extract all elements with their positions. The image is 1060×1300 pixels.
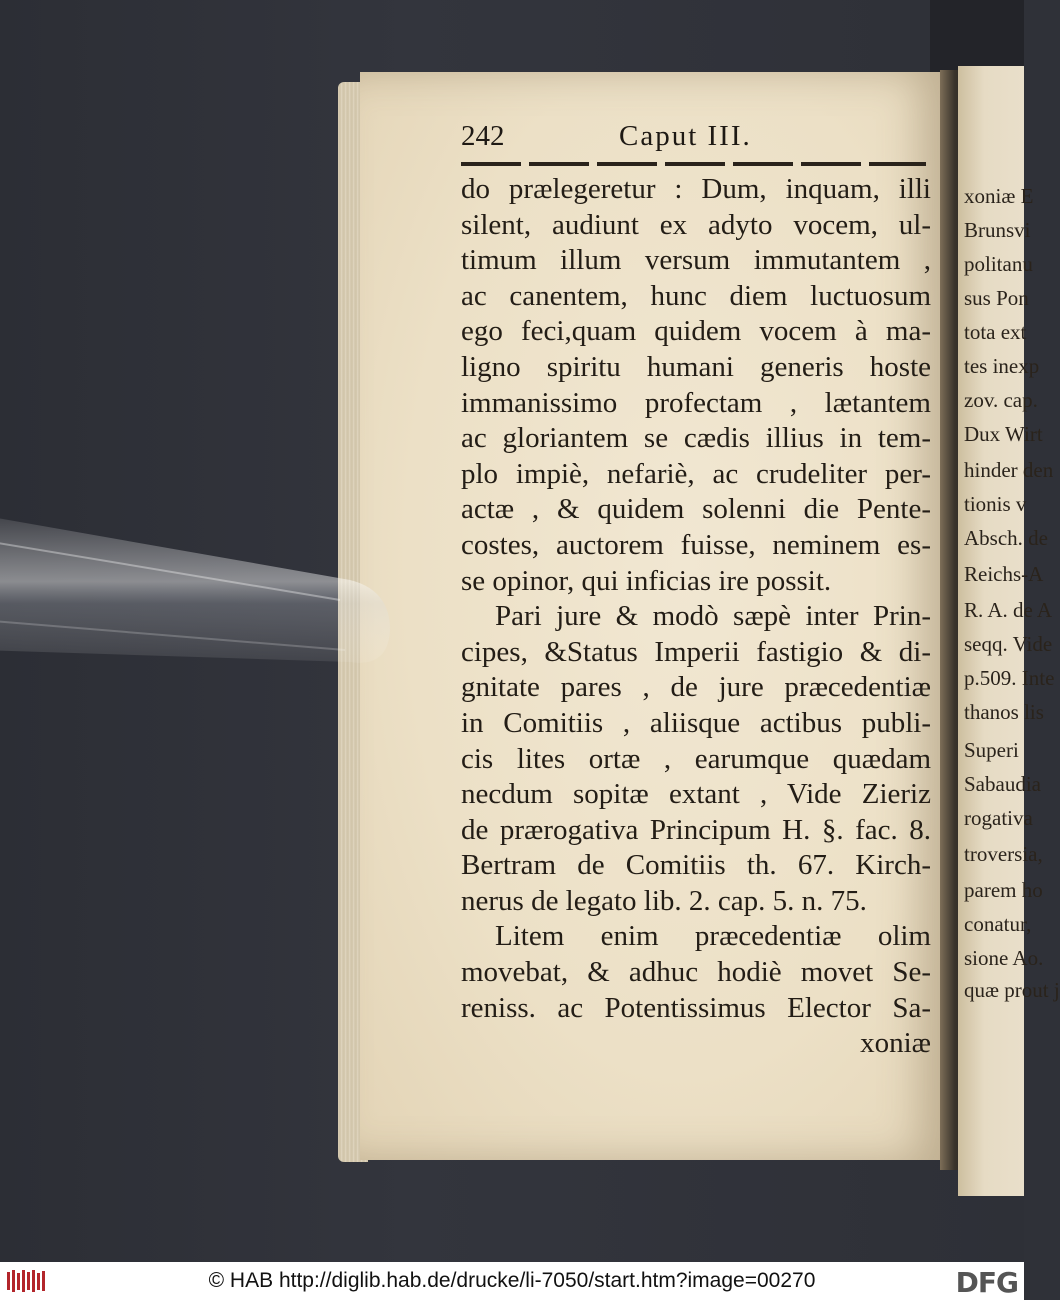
page-number: 242 [461, 120, 505, 152]
facing-page-line: Sabaudia [964, 772, 1041, 796]
header-rule [461, 162, 926, 166]
facing-page-line: conatur, [964, 912, 1032, 936]
text-line: movebat, & adhuc hodiè movet Se- [461, 956, 931, 989]
text-line: ego feci,quam quidem vocem à ma- [461, 315, 931, 348]
facing-page-line: parem ho [964, 878, 1043, 902]
dfg-logo: DFG [955, 1266, 1018, 1299]
facing-page-line: politanu [964, 252, 1033, 276]
footer-bar [0, 1262, 1024, 1300]
facing-page-line: quæ prout j [964, 978, 1060, 1002]
text-line: actæ , & quidem solenni die Pente- [461, 493, 931, 526]
text-line: de prærogativa Principum H. §. fac. 8. [461, 813, 931, 846]
text-line: ligno spiritu humani generis hoste [461, 350, 931, 383]
facing-page-line: Brunsvi [964, 218, 1031, 242]
text-line: Pari jure & modò sæpè inter Prin- [495, 600, 931, 633]
text-line: ac canentem, hunc diem luctuosum [461, 279, 931, 312]
facing-page-line: sione Ao. [964, 946, 1044, 970]
facing-page-line: hinder den [964, 458, 1054, 482]
text-line: gnitate pares , de jure præcedentiæ [461, 671, 931, 704]
text-line: se opinor, qui inficias ire possit. [461, 564, 832, 597]
facing-page-line: Reichs-A [964, 562, 1044, 586]
facing-page-line: xoniæ E [964, 184, 1034, 208]
catchword: xoniæ [860, 1027, 931, 1060]
text-line: cipes, &Status Imperii fastigio & di- [461, 635, 931, 668]
facing-page-line: p.509. Inte [964, 666, 1055, 690]
facing-page-line: tota ext [964, 320, 1027, 344]
facing-page-line: Absch. de [964, 526, 1048, 550]
text-line: cis lites ortæ , earumque quædam [461, 742, 931, 775]
text-line: ac gloriantem se cædis illius in tem- [461, 422, 931, 455]
facing-page-line: troversia, [964, 842, 1043, 866]
facing-page-line: thanos lis [964, 700, 1044, 724]
text-line: costes, auctorem fuisse, neminem es- [461, 528, 931, 561]
facing-page-line: tes inexp [964, 354, 1040, 378]
text-line: in Comitiis , aliisque actibus publi- [461, 706, 931, 739]
facing-page-line: tionis v [964, 492, 1027, 516]
facing-page-line: sus Pon [964, 286, 1029, 310]
text-line: timum illum versum immutantem , [461, 244, 931, 277]
running-head [461, 120, 931, 164]
facing-page-line: R. A. de A [964, 598, 1053, 622]
text-line: Litem enim præcedentiæ olim [495, 920, 931, 953]
facing-page-line: seqq. Vide [964, 632, 1053, 656]
chapter-title: Caput III. [619, 120, 752, 152]
facing-page-line: Superi [964, 738, 1019, 762]
text-line: reniss. ac Potentissimus Elector Sa- [461, 991, 931, 1024]
facing-page-line: Dux Wirt [964, 422, 1043, 446]
text-line: silent, audiunt ex adyto vocem, ul- [461, 208, 931, 241]
text-line: immanissimo profectam , lætantem [461, 386, 931, 419]
text-line: nerus de legato lib. 2. cap. 5. n. 75. [461, 884, 867, 917]
text-line: Bertram de Comitiis th. 67. Kirch- [461, 849, 931, 882]
text-line: plo impiè, nefariè, ac crudeliter per- [461, 457, 931, 490]
facing-page-line: rogativa [964, 806, 1033, 830]
copyright-link[interactable]: © HAB http://diglib.hab.de/drucke/li-7050/start.htm?image=00270 [208, 1269, 816, 1292]
book-page-right [958, 66, 1060, 1196]
text-line: do prælegeretur : Dum, inquam, illi [461, 173, 931, 205]
text-line: necdum sopitæ extant , Vide Zieriz [461, 778, 931, 811]
page-body-text [461, 172, 931, 1062]
facing-page-line: zov. cap. [964, 388, 1038, 412]
